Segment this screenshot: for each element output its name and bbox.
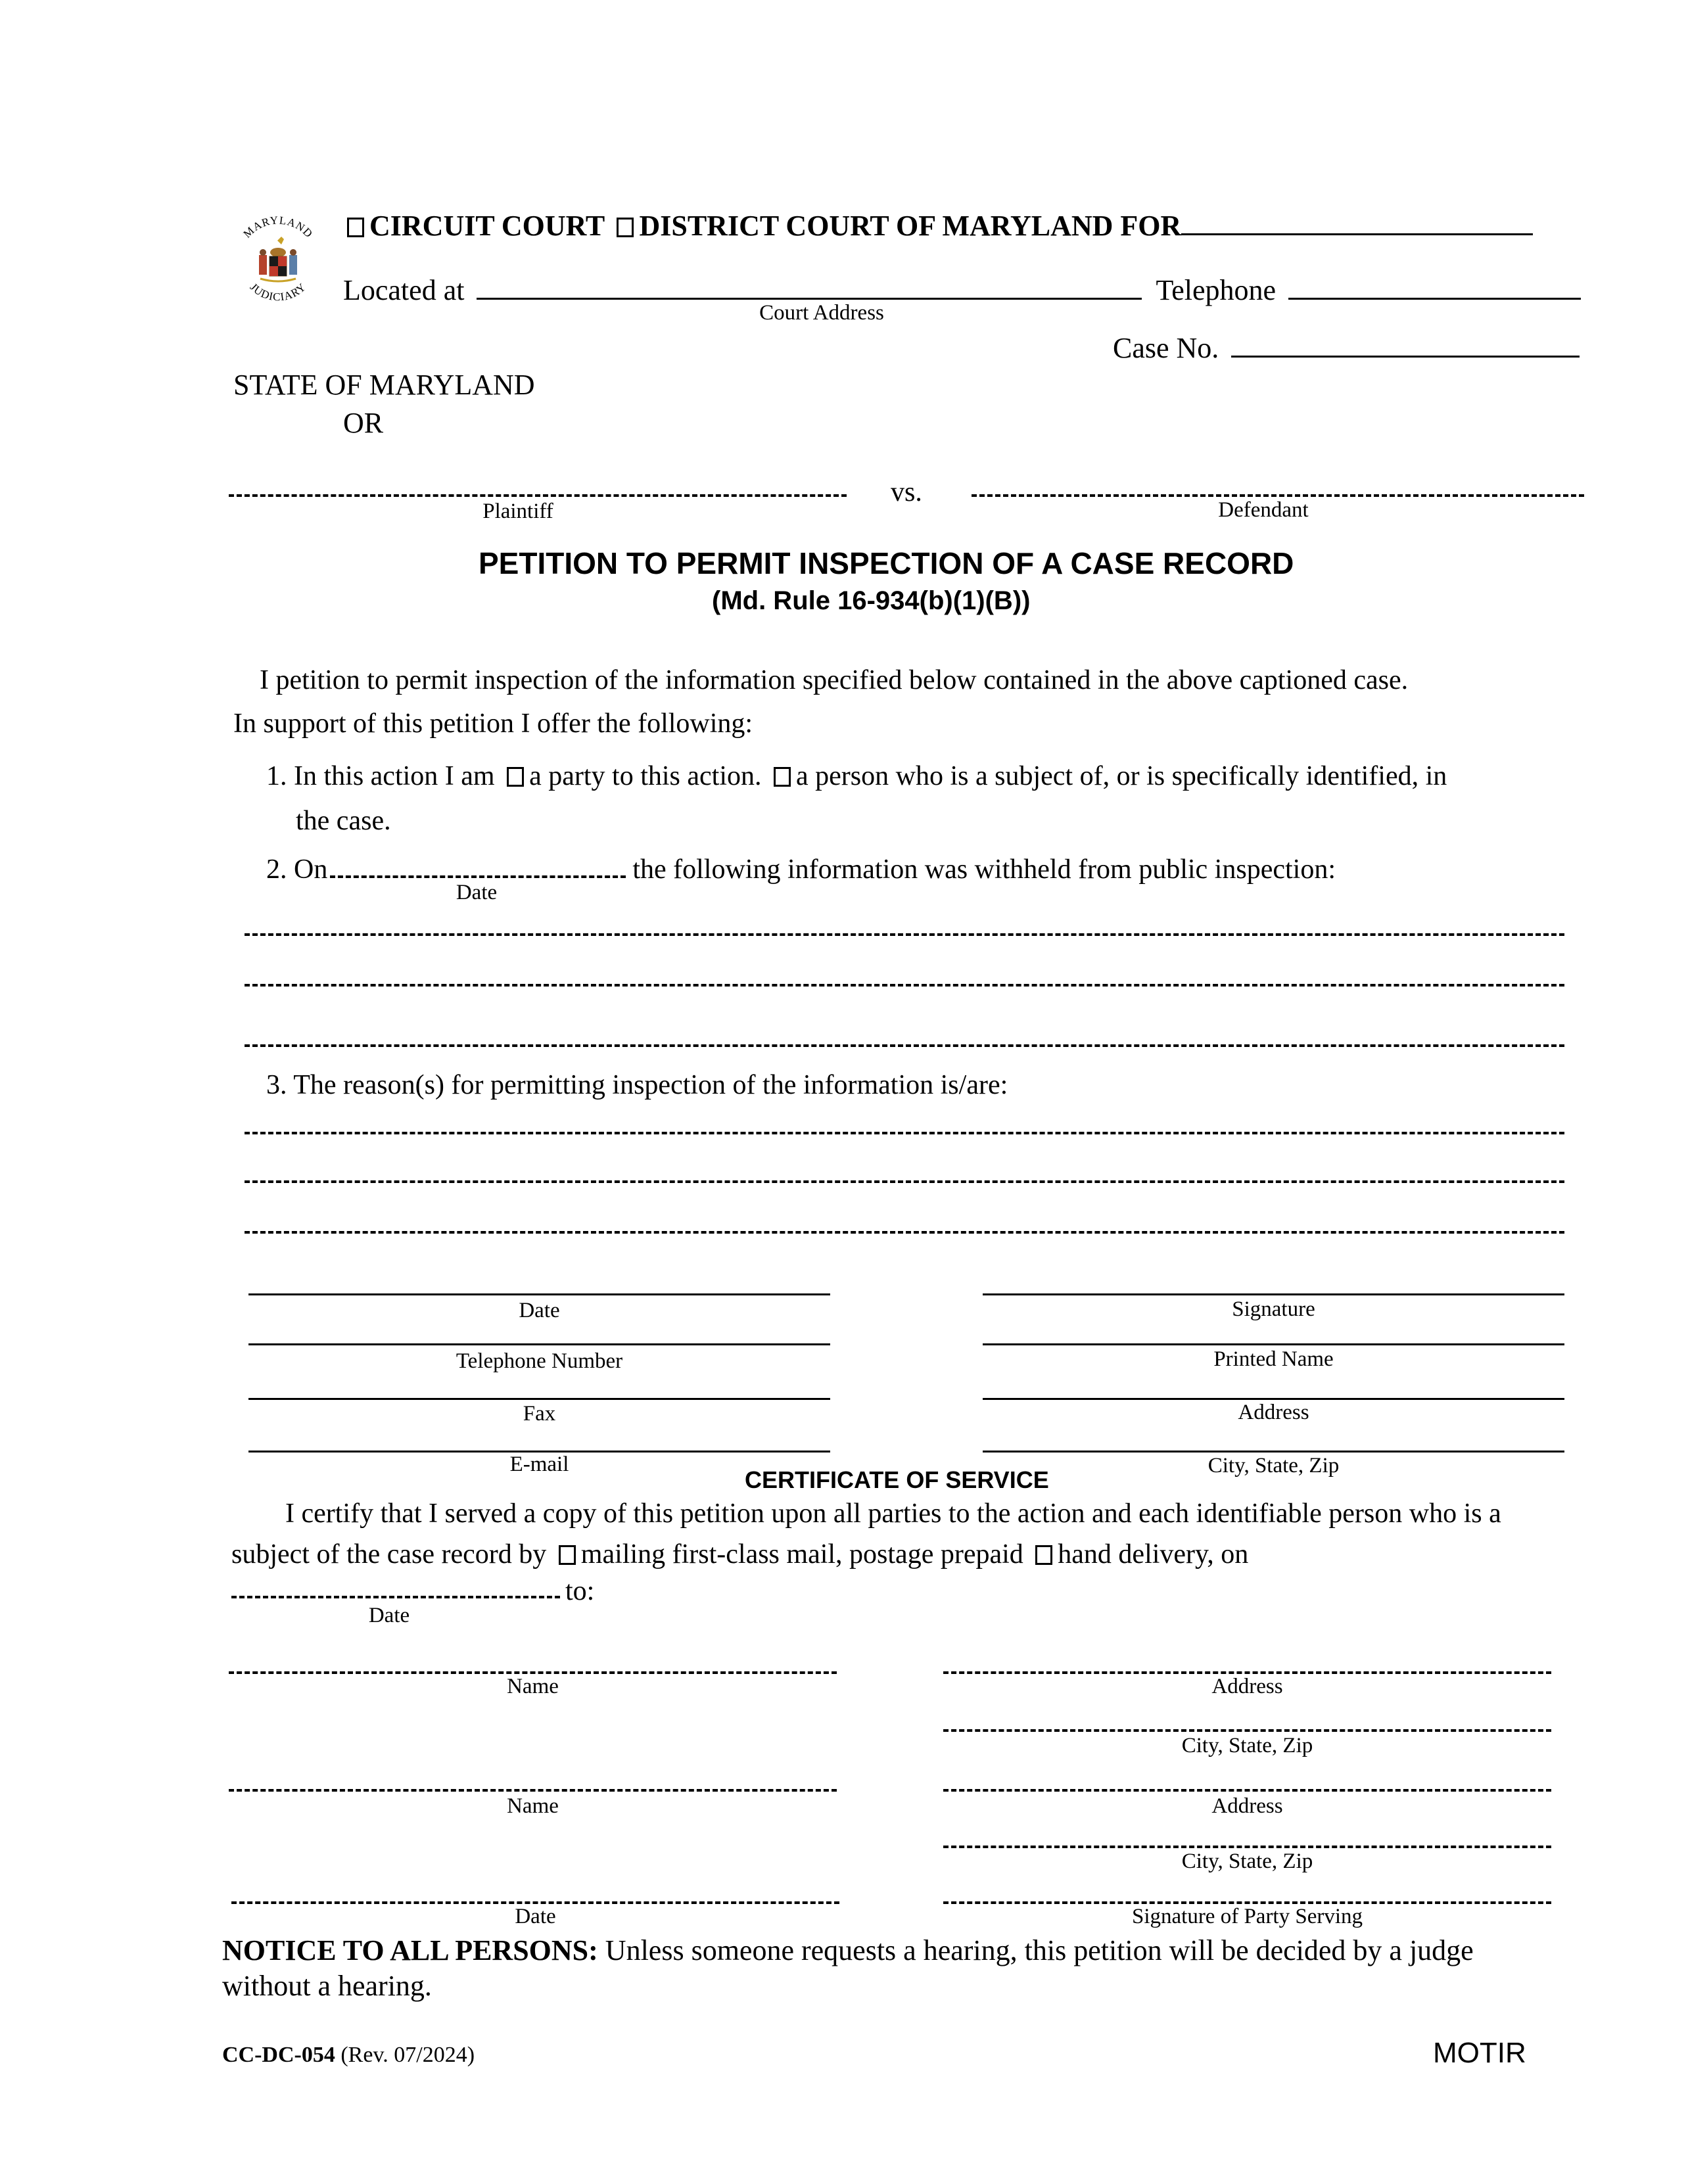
form-code-right: MOTIR — [1433, 2037, 1526, 2069]
state-of-maryland-label: STATE OF MARYLAND — [233, 369, 535, 401]
withheld-info-line-2[interactable] — [245, 984, 1564, 987]
form-revision: (Rev. 07/2024) — [335, 2043, 475, 2067]
printed-name-field[interactable] — [983, 1343, 1564, 1345]
plaintiff-field[interactable] — [229, 494, 847, 497]
case-number-row — [1113, 334, 1580, 363]
seal-icon — [231, 209, 325, 317]
mail-service-checkbox[interactable] — [559, 1545, 576, 1565]
withheld-info-line-3[interactable] — [245, 1044, 1564, 1047]
to-label: to: — [565, 1576, 595, 1606]
svg-text:JUDICIARY: JUDICIARY — [247, 280, 309, 304]
subject-person-option-label: a person who is a subject of, or is specifically identified, in — [796, 761, 1447, 791]
certificate-line-2-prefix: subject of the case record by — [231, 1539, 547, 1569]
item-1 — [266, 762, 1447, 790]
or-label: OR — [343, 407, 384, 439]
service-date-field[interactable] — [231, 1596, 560, 1598]
item-1-prefix: 1. In this action I am — [266, 761, 495, 791]
plaintiff-caption: Plaintiff — [482, 500, 553, 523]
service-signed-date-caption: Date — [515, 1905, 556, 1928]
form-code — [222, 2044, 475, 2066]
telephone-number-field[interactable] — [248, 1343, 830, 1345]
fax-caption: Fax — [523, 1402, 556, 1426]
district-court-label: DISTRICT COURT OF MARYLAND FOR — [639, 210, 1182, 242]
date-caption: Date — [519, 1299, 560, 1322]
reason-line-2[interactable] — [245, 1180, 1564, 1183]
certificate-line-2 — [231, 1541, 1248, 1568]
recipient-2-city-field[interactable] — [943, 1846, 1551, 1848]
notice-text: Unless someone requests a hearing, this petition will be decided by a judge — [598, 1934, 1474, 1966]
notice-heading: NOTICE TO ALL PERSONS: — [222, 1934, 598, 1966]
address-caption: Address — [1238, 1401, 1309, 1424]
service-date-caption: Date — [368, 1604, 410, 1627]
court-address-field[interactable] — [477, 298, 1142, 300]
vs-label: vs. — [891, 477, 922, 507]
withheld-date-field[interactable] — [330, 875, 626, 878]
telephone-label: Telephone — [1156, 274, 1277, 306]
recipient-1-city-field[interactable] — [943, 1729, 1551, 1732]
address-field[interactable] — [983, 1398, 1564, 1400]
withheld-info-line-1[interactable] — [245, 933, 1564, 936]
subject-person-checkbox[interactable] — [774, 767, 791, 787]
reason-line-3[interactable] — [245, 1231, 1564, 1234]
city-state-zip-field[interactable] — [983, 1451, 1564, 1452]
certificate-line-1: I certify that I served a copy of this petition upon all parties to the action and each identifiable person who is a — [285, 1499, 1501, 1529]
maryland-judiciary-seal-logo — [231, 209, 325, 317]
court-county-field[interactable] — [1181, 233, 1533, 235]
item-1-continuation: the case. — [296, 806, 391, 836]
defendant-field[interactable] — [972, 494, 1584, 497]
certificate-title: CERTIFICATE OF SERVICE — [745, 1466, 1049, 1493]
signature-field[interactable] — [983, 1293, 1564, 1295]
recipient-2-address-field[interactable] — [943, 1789, 1551, 1792]
svg-text:MARYLAND: MARYLAND — [241, 214, 316, 241]
case-number-field[interactable] — [1231, 356, 1580, 358]
recipient-2-address-caption: Address — [1211, 1794, 1283, 1818]
withheld-date-caption: Date — [456, 881, 498, 904]
item-2-prefix: 2. On — [266, 854, 328, 885]
recipient-1-address-field[interactable] — [943, 1671, 1551, 1674]
recipient-1-name-field[interactable] — [229, 1671, 837, 1674]
form-code-number: CC-DC-054 — [222, 2043, 335, 2067]
recipient-1-name-caption: Name — [507, 1675, 559, 1698]
rule-subtitle: (Md. Rule 16-934(b)(1)(B)) — [712, 586, 1031, 615]
circuit-court-label: CIRCUIT COURT — [369, 210, 605, 242]
item-3: 3. The reason(s) for permitting inspection of the information is/are: — [266, 1070, 1008, 1100]
printed-name-caption: Printed Name — [1213, 1347, 1334, 1371]
support-paragraph: In support of this petition I offer the following: — [233, 709, 753, 739]
mail-service-label: mailing first-class mail, postage prepaid — [580, 1539, 1023, 1569]
service-signed-date-field[interactable] — [231, 1901, 839, 1904]
party-serving-signature-caption: Signature of Party Serving — [1131, 1905, 1363, 1928]
recipient-1-address-caption: Address — [1211, 1675, 1283, 1698]
court-telephone-field[interactable] — [1288, 298, 1581, 300]
recipient-2-city-caption: City, State, Zip — [1181, 1849, 1313, 1873]
court-address-caption: Court Address — [759, 301, 884, 325]
item-2-suffix: the following information was withheld from public inspection: — [632, 854, 1336, 885]
notice-line-2: without a hearing. — [222, 1970, 432, 2002]
email-caption: E-mail — [509, 1452, 569, 1476]
recipient-2-name-field[interactable] — [229, 1789, 837, 1792]
district-court-checkbox[interactable] — [617, 218, 634, 237]
signature-caption: Signature — [1232, 1297, 1315, 1321]
item-2 — [266, 856, 1336, 883]
located-at-label: Located at — [343, 274, 465, 306]
page-title: PETITION TO PERMIT INSPECTION OF A CASE RECORD — [479, 546, 1294, 580]
hand-delivery-label: hand delivery, on — [1058, 1539, 1249, 1569]
court-selection-line — [347, 212, 1533, 241]
fax-field[interactable] — [248, 1398, 830, 1400]
hand-delivery-checkbox[interactable] — [1035, 1545, 1052, 1565]
reason-line-1[interactable] — [245, 1132, 1564, 1134]
date-field[interactable] — [248, 1293, 830, 1295]
case-number-label: Case No. — [1113, 332, 1219, 364]
party-checkbox[interactable] — [507, 767, 524, 787]
recipient-1-city-caption: City, State, Zip — [1181, 1734, 1313, 1757]
party-option-label: a party to this action. — [529, 761, 762, 791]
telephone-number-caption: Telephone Number — [456, 1349, 623, 1373]
defendant-caption: Defendant — [1218, 498, 1309, 522]
intro-paragraph: I petition to permit inspection of the information specified below contained in the above captioned case. — [260, 665, 1409, 695]
city-state-zip-caption: City, State, Zip — [1207, 1454, 1340, 1477]
circuit-court-checkbox[interactable] — [347, 218, 364, 237]
notice-line-1 — [222, 1936, 1474, 1965]
recipient-2-name-caption: Name — [507, 1794, 559, 1818]
party-serving-signature-field[interactable] — [943, 1901, 1551, 1904]
located-at-row — [343, 276, 1581, 305]
